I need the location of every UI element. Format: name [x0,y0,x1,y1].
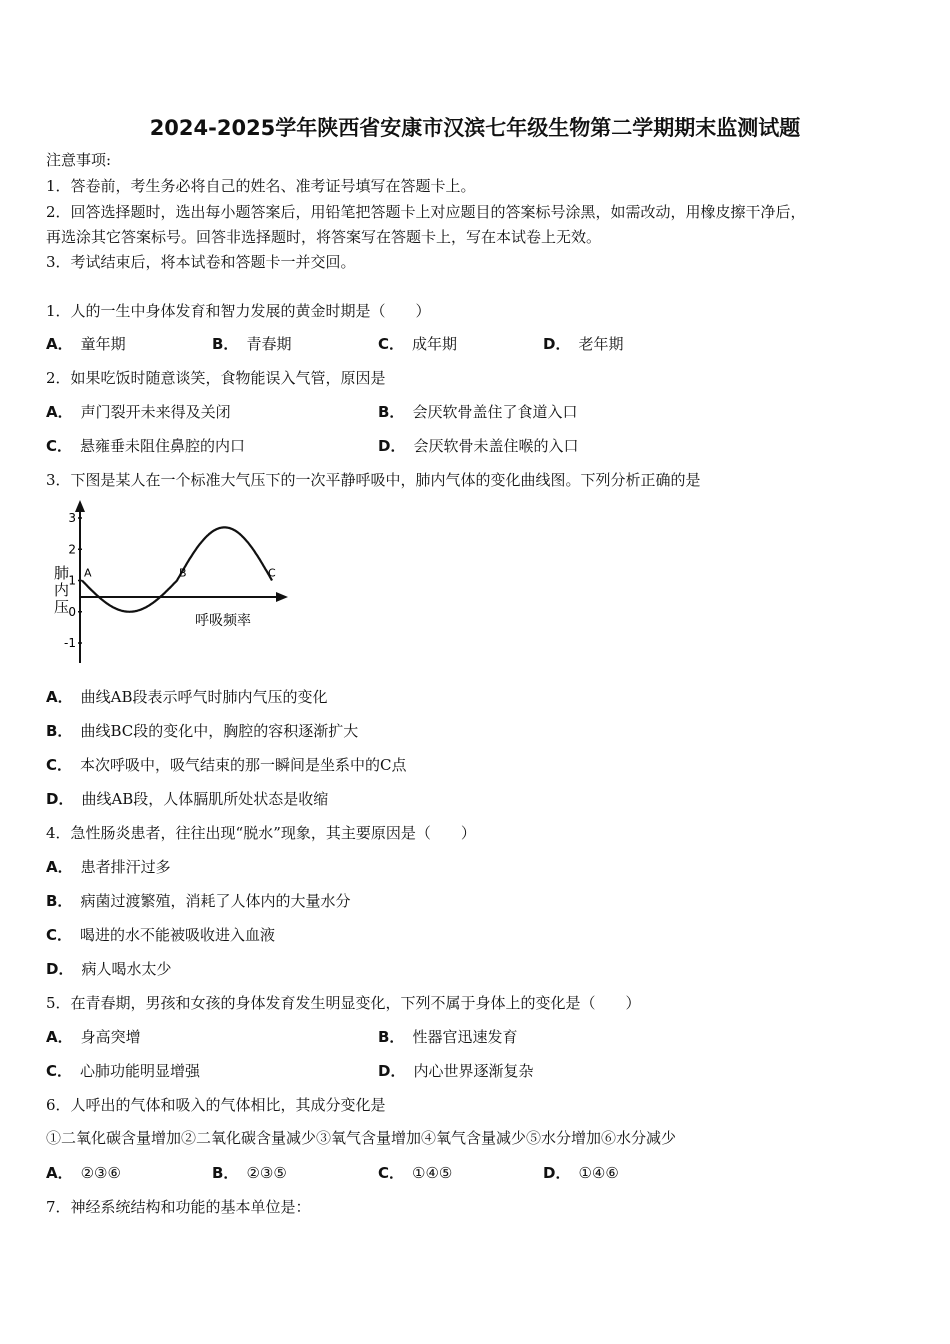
option-text: 童年期 [80,335,126,353]
option-letter: B． [212,1164,239,1182]
option-letter: D． [378,1062,406,1080]
option-letter: B． [46,722,73,740]
option-letter: B． [46,892,73,910]
option-letter: C． [46,926,73,944]
question-stem: 6．人呼出的气体和吸入的气体相比，其成分变化是 [46,1096,386,1114]
notice-item: 3．考试结束后，将本试卷和答题卡一并交回。 [46,253,356,271]
option-text: ①④⑤ [412,1164,453,1182]
option-letter: C． [46,756,73,774]
option-c[interactable] [46,436,245,456]
page-title: 2024-2025学年陕西省安康市汉滨七年级生物第二学期期末监测试题 [149,116,801,140]
x-axis-label: 呼吸频率 [195,613,251,629]
question-subtext: ①二氧化碳含量增加②二氧化碳含量减少③氧气含量增加④氧气含量减少⑤水分增加⑥水分减少 [46,1129,677,1147]
option-text: 患者排汗过多 [80,858,171,876]
option-letter: D． [46,790,74,808]
option-d[interactable] [543,1163,619,1183]
notice-heading: 注意事项: [46,151,112,169]
option-a[interactable] [46,857,171,877]
y-tick-label: 1 [68,573,76,588]
option-text: 悬雍垂未阻住鼻腔的内口 [80,437,246,455]
option-a[interactable] [46,1163,121,1183]
option-letter: A． [46,1028,73,1046]
option-text: 病人喝水太少 [81,960,172,978]
y-tick-label: 0 [68,604,76,619]
point-label-a: A [84,566,92,580]
question-stem: 3．下图是某人在一个标准大气压下的一次平静呼吸中，肺内气体的变化曲线图。下列分析正确的是 [46,471,701,489]
option-a[interactable] [46,334,126,354]
option-letter: D． [46,960,74,978]
option-letter: B． [378,1028,405,1046]
option-text: 曲线AB段，人体膈肌所处状态是收缩 [81,790,329,808]
y-label-char: 内 [54,581,70,599]
question-stem: 4．急性肠炎患者，往往出现“脱水”现象，其主要原因是（ ） [46,824,476,842]
y-tick-label: 3 [68,511,76,525]
option-text: 喝进的水不能被吸收进入血液 [80,926,276,944]
notice-item: 再选涂其它答案标号。回答非选择题时，将答案写在答题卡上，写在本试卷上无效。 [46,228,602,246]
option-c[interactable] [46,1061,200,1081]
y-tick-label: 2 [68,542,76,557]
option-d[interactable] [543,334,623,354]
option-b[interactable] [212,334,291,354]
option-text: 会厌软骨未盖住喉的入口 [413,437,579,455]
option-d[interactable] [378,1061,533,1081]
option-text: ②③⑥ [80,1164,121,1182]
option-text: 病菌过渡繁殖，消耗了人体内的大量水分 [80,892,351,910]
option-text: 成年期 [412,335,458,353]
option-letter: A． [46,688,73,706]
point-label-c: C [268,566,276,580]
option-letter: D． [378,437,406,455]
option-text: 青春期 [246,335,292,353]
option-letter: C． [46,437,73,455]
option-letter: A． [46,1164,73,1182]
option-text: ②③⑤ [246,1164,287,1182]
option-letter: D． [543,335,571,353]
question-stem: 2．如果吃饭时随意谈笑，食物能误入气管，原因是 [46,369,386,387]
option-c[interactable] [378,334,457,354]
option-text: 曲线BC段的变化中，胸腔的容积逐渐扩大 [80,722,359,740]
option-text: 会厌软骨盖住了食道入口 [412,403,578,421]
option-letter: A． [46,403,73,421]
y-tick-label: -1 [64,636,76,650]
point-label-b: B [179,566,187,580]
option-b[interactable] [212,1163,287,1183]
option-a[interactable] [46,402,231,422]
x-axis-arrow [276,592,288,602]
y-label-char: 压 [54,598,70,616]
option-c[interactable] [46,755,407,775]
question-stem: 1．人的一生中身体发育和智力发展的黄金时期是（ ） [46,302,431,320]
option-b[interactable] [46,721,358,741]
pressure-curve [82,527,272,611]
option-text: 性器官迅速发育 [412,1028,518,1046]
option-b[interactable] [378,402,577,422]
question-stem: 5．在青春期，男孩和女孩的身体发育发生明显变化，下列不属于身体上的变化是（ ） [46,994,641,1012]
option-d[interactable] [46,789,328,809]
option-letter: B． [212,335,239,353]
option-text: 本次呼吸中，吸气结束的那一瞬间是坐系中的C点 [80,756,407,774]
option-letter: B． [378,403,405,421]
option-letter: A． [46,858,73,876]
option-a[interactable] [46,687,327,707]
option-letter: C． [378,335,405,353]
option-c[interactable] [46,925,275,945]
y-axis-arrow [75,500,85,512]
notice-item: 2．回答选择题时，选出每小题答案后，用铅笔把答题卡上对应题目的答案标号涂黑，如需改动，用橡皮擦干净后， [46,203,806,221]
option-text: 老年期 [578,335,624,353]
option-b[interactable] [46,891,350,911]
question-stem: 7．神经系统结构和功能的基本单位是： [46,1198,311,1216]
option-text: 身高突增 [80,1028,141,1046]
option-text: 内心世界逐渐复杂 [413,1062,534,1080]
y-label-char: 肺 [54,564,70,582]
option-d[interactable] [378,436,578,456]
option-text: 声门裂开未来得及关闭 [80,403,231,421]
lung-pressure-chart [40,498,300,668]
option-c[interactable] [378,1163,452,1183]
option-letter: D． [543,1164,571,1182]
option-text: 心肺功能明显增强 [80,1062,201,1080]
option-a[interactable] [46,1027,141,1047]
option-letter: C． [46,1062,73,1080]
option-letter: A． [46,335,73,353]
notice-item: 1．答卷前，考生务必将自己的姓名、准考证号填写在答题卡上。 [46,177,476,195]
option-text: 曲线AB段表示呼气时肺内气压的变化 [80,688,328,706]
option-d[interactable] [46,959,171,979]
option-letter: C． [378,1164,405,1182]
option-b[interactable] [378,1027,517,1047]
option-text: ①④⑥ [578,1164,619,1182]
